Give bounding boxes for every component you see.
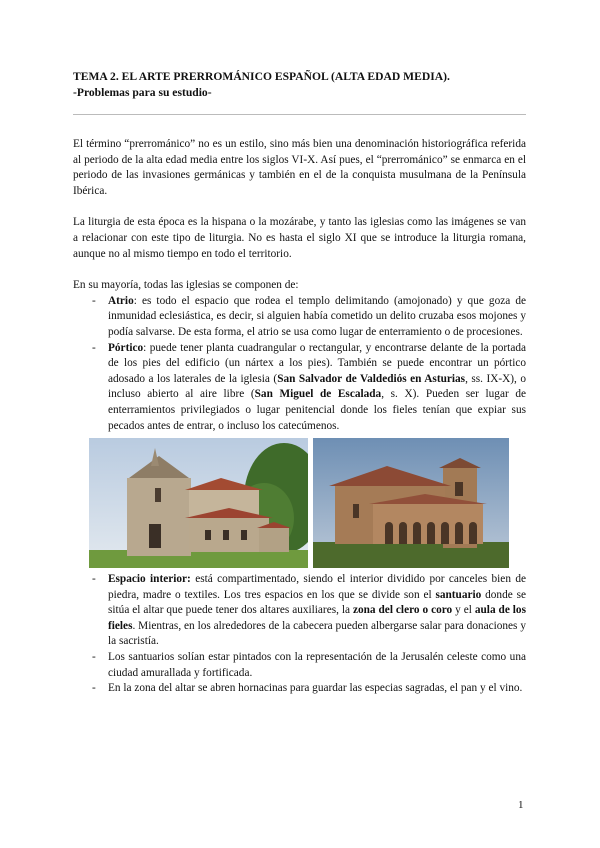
document-title: TEMA 2. EL ARTE PRERROMÁNICO ESPAÑOL (ALTA EDAD MEDIA). xyxy=(73,70,450,83)
paragraph-intro: El término “prerrománico” no es un estilo, sino más bien una denominación historiográfica referida al periodo de la alta edad media entre los siglos VI-X. Así pues, el “prerrománico” se enmarca en el periodo de las invasiones germánicas y también en el de la conquista musulmana de la Península Ibérica. xyxy=(73,138,526,197)
bold-zona-clero: zona del clero o coro xyxy=(352,604,453,617)
paragraph-liturgy: La liturgia de esta época es la hispana o la mozárabe, y tanto las iglesias como las imágenes se van a relacionar con este tipo de liturgia. No es hasta el siglo XI que se introduce la liturgia romana, aunque no al mismo tiempo en todo el territorio. xyxy=(73,216,526,260)
list-dash: - xyxy=(92,341,96,354)
text-santuarios: Los santuarios solían estar pintados con la representación de la Jerusalén celeste como una ciudad amurallada y fortificada. xyxy=(108,651,526,679)
term-atrio: Atrio xyxy=(108,294,134,307)
photo-row xyxy=(89,438,526,568)
text-portico-b: , ss. IX-X), o incluso abierto al aire libre ( xyxy=(108,372,526,401)
document-subtitle: -Problemas para su estudio- xyxy=(73,86,212,99)
bold-escalada: San Miguel de Escalada xyxy=(254,388,382,401)
text-atrio: : es todo el espacio que rodea el templo delimitando (amojonado) y que goza de inmunidad eclesiástica, es decir, si alguien había cometido un delito cruzaba esos mojones y podía salvarse. De esta forma, el atrio se usa como lugar de enterramiento o de procesiones. xyxy=(108,294,526,338)
text-espacio-c: y el xyxy=(452,604,475,617)
page-number: 1 xyxy=(518,799,524,811)
text-portico-a: : puede tener planta cuadrangular o rectangular, y encontrarse delante de la portada de los pies del edificio (un nártex a los pies). También se puede encontrar un pórtico adosado a los laterales de la iglesia ( xyxy=(108,341,526,385)
term-espacio-interior: Espacio interior: xyxy=(108,573,191,586)
photo-valdedios xyxy=(89,438,308,568)
list-item-atrio xyxy=(73,294,526,341)
list-dash: - xyxy=(92,682,96,695)
list-item-portico xyxy=(73,341,526,435)
bold-santuario: santuario xyxy=(435,588,482,601)
components-list xyxy=(73,294,526,434)
header-divider xyxy=(73,114,526,115)
list-dash: - xyxy=(92,651,96,664)
text-altar: En la zona del altar se abren hornacinas para guardar las especias sagradas, el pan y el vino. xyxy=(108,682,523,695)
term-portico: Pórtico xyxy=(108,341,144,354)
document-body xyxy=(73,137,526,697)
photo-escalada xyxy=(313,438,509,568)
list-item-santuarios xyxy=(73,650,526,681)
list-dash: - xyxy=(92,573,96,586)
bold-valdedios: San Salvador de Valdediós en Asturias xyxy=(277,372,466,385)
list-item-espacio-interior xyxy=(73,572,526,650)
text-espacio-a: está compartimentado, siendo el interior dividido por canceles bien de piedra, madre o textiles. Los tres espacios en los que se divide son el xyxy=(108,573,527,601)
bold-aula-fieles: aula de los fieles xyxy=(108,604,526,632)
text-espacio-d: . Mientras, en los alrededores de la cabecera pueden albergarse salar para donaciones y la sacristía. xyxy=(108,619,526,648)
text-espacio-b: donde se sitúa el altar que puede tener dos altares auxiliares, la xyxy=(108,588,526,617)
list-intro: En su mayoría, todas las iglesias se componen de: xyxy=(73,279,299,292)
text-portico-c: , s. X). Pueden ser lugar de enterramientos privilegiados o lugar penitencial donde los fieles tenían que expiar sus pecados antes de entrar, o incluso los catecúmenos. xyxy=(108,388,526,432)
list-item-altar xyxy=(73,681,526,697)
list-dash: - xyxy=(92,294,96,307)
components-list-continued xyxy=(73,572,526,697)
title-block xyxy=(73,69,533,101)
